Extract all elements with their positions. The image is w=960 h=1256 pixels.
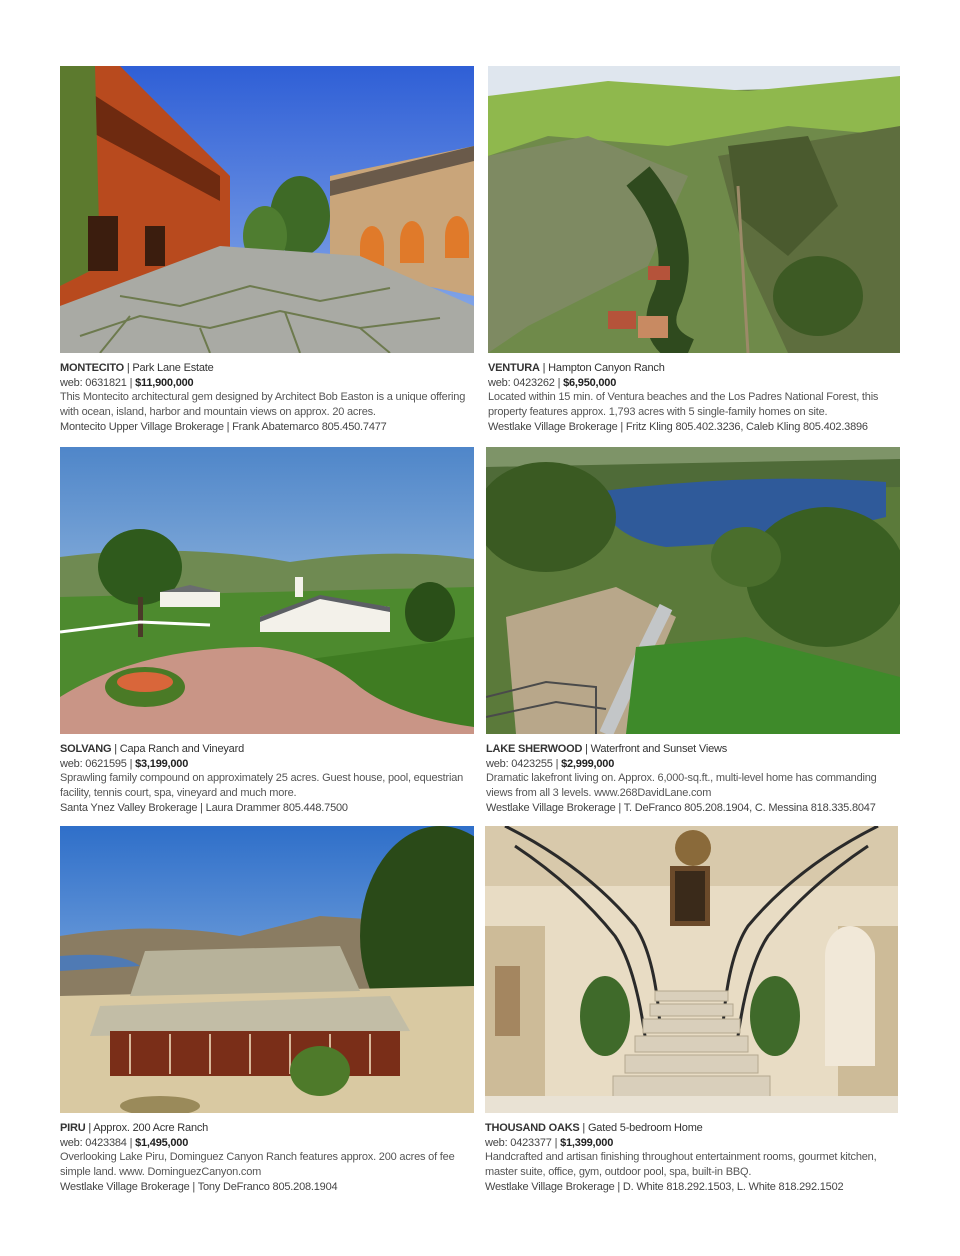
listing-description: Sprawling family compound on approximately 25 acres. Guest house, pool, equestrian facility, tennis court, spa, vineyard and much more. bbox=[60, 772, 464, 799]
listing-web-id: web: 0423377 bbox=[485, 1136, 552, 1149]
listing-city: LAKE SHERWOOD bbox=[486, 743, 583, 755]
lake-sherwood-photo[interactable] bbox=[486, 447, 900, 734]
listing-agent: Westlake Village Brokerage | T. DeFranco 805.208.1904, C. Messina 818.335.8047 bbox=[486, 802, 876, 814]
listing-name: Waterfront and Sunset Views bbox=[590, 743, 728, 755]
listing-name: Approx. 200 Acre Ranch bbox=[93, 1122, 209, 1134]
listing-description: Dramatic lakefront living on. Approx. 6,000-sq.ft., multi-level home has commanding views from all 3 levels. www.268DavidLane.com bbox=[486, 772, 877, 799]
montecito-estate-photo[interactable] bbox=[60, 66, 474, 353]
listing-agent: Westlake Village Brokerage | D. White 818.292.1503, L. White 818.292.1502 bbox=[485, 1181, 844, 1193]
listing-montecito: MONTECITO | Park Lane Estate web: 0631821 | $11,900,000 This Montecito architectural gem designed by Architect Bob Easton is a unique offering with ocean, island, harbor and mountain views on approx. 20 acres. Montecito Upper Village Brokerage | Frank Abatemarco 805.450.7477 bbox=[60, 66, 474, 435]
listing-solvang: SOLVANG | Capa Ranch and Vineyard web: 0621595 | $3,199,000 Sprawling family compound on approximately 25 acres. Guest house, pool, equestrian facility, tennis court, spa, vineyard and much more. Santa Ynez Valley Brokerage | Laura Drammer 805.448.7500 bbox=[60, 447, 474, 816]
listing-city: THOUSAND OAKS bbox=[485, 1122, 580, 1134]
listing-ventura: VENTURA | Hampton Canyon Ranch web: 0423262 | $6,950,000 Located within 15 min. of Ventura beaches and the Los Padres National Forest, this property features approx. 1,793 acres with 5 single-family homes on site. Westlake Village Brokerage | Fritz Kling 805.402.3236, Caleb Kling 805.402.3896 bbox=[488, 66, 900, 435]
listing-agent: Montecito Upper Village Brokerage | Frank Abatemarco 805.450.7477 bbox=[60, 421, 387, 433]
listing-web-id: web: 0621595 bbox=[60, 757, 127, 770]
listing-web-id: web: 0423255 bbox=[486, 757, 553, 770]
listing-price: $2,999,000 bbox=[561, 757, 615, 770]
listing-thousand-oaks: THOUSAND OAKS | Gated 5-bedroom Home web: 0423377 | $1,399,000 Handcrafted and artisan finishing throughout entertainment rooms, gourmet kitchen, master suite, office, gym, outdoor pool, spa, built-in BBQ. Westlake Village Brokerage | D. White 818.292.1503, L. White 818.292.1502 bbox=[485, 826, 898, 1195]
ventura-ranch-photo[interactable] bbox=[488, 66, 900, 353]
listing-price: $6,950,000 bbox=[563, 376, 617, 389]
listing-agent: Westlake Village Brokerage | Fritz Kling 805.402.3236, Caleb Kling 805.402.3896 bbox=[488, 421, 868, 433]
listing-description: Overlooking Lake Piru, Dominguez Canyon Ranch features approx. 200 acres of fee simple land. www. DominguezCanyon.com bbox=[60, 1151, 455, 1178]
piru-ranch-photo[interactable] bbox=[60, 826, 474, 1113]
listing-price: $1,399,000 bbox=[560, 1136, 614, 1149]
listing-lake-sherwood: LAKE SHERWOOD | Waterfront and Sunset Views web: 0423255 | $2,999,000 Dramatic lakefront living on. Approx. 6,000-sq.ft., multi-level home has commanding views from all 3 levels. www.268DavidLane.com Westlake Village Brokerage | T. DeFranco 805.208.1904, C. Messina 818.335.8047 bbox=[486, 447, 900, 816]
listing-description: Located within 15 min. of Ventura beaches and the Los Padres National Forest, this property features approx. 1,793 acres with 5 single-family homes on site. bbox=[488, 391, 879, 418]
listing-city: SOLVANG bbox=[60, 743, 112, 755]
listing-name: Hampton Canyon Ranch bbox=[548, 362, 665, 374]
listing-piru: PIRU | Approx. 200 Acre Ranch web: 0423384 | $1,495,000 Overlooking Lake Piru, Dominguez Canyon Ranch features approx. 200 acres of fee simple land. www. DominguezCanyon.com Westlake Village Brokerage | Tony DeFranco 805.208.1904 bbox=[60, 826, 474, 1195]
listing-price: $11,900,000 bbox=[135, 376, 194, 389]
listing-web-id: web: 0631821 bbox=[60, 376, 127, 389]
listing-agent: Westlake Village Brokerage | Tony DeFranco 805.208.1904 bbox=[60, 1181, 338, 1193]
listing-description: This Montecito architectural gem designed by Architect Bob Easton is a unique offering with ocean, island, harbor and mountain views on approx. 20 acres. bbox=[60, 391, 466, 418]
listing-city: VENTURA bbox=[488, 362, 540, 374]
solvang-ranch-photo[interactable] bbox=[60, 447, 474, 734]
listing-city: PIRU bbox=[60, 1122, 86, 1134]
listing-description: Handcrafted and artisan finishing throughout entertainment rooms, gourmet kitchen, master suite, office, gym, outdoor pool, spa, built-in BBQ. bbox=[485, 1151, 877, 1178]
listing-name: Gated 5-bedroom Home bbox=[587, 1122, 703, 1134]
thousand-oaks-interior-photo[interactable] bbox=[485, 826, 898, 1113]
listing-city: MONTECITO bbox=[60, 362, 124, 374]
listing-price: $3,199,000 bbox=[135, 757, 189, 770]
listing-web-id: web: 0423384 bbox=[60, 1136, 127, 1149]
listing-price: $1,495,000 bbox=[135, 1136, 189, 1149]
listing-web-id: web: 0423262 bbox=[488, 376, 555, 389]
listing-name: Park Lane Estate bbox=[132, 362, 214, 374]
listing-agent: Santa Ynez Valley Brokerage | Laura Drammer 805.448.7500 bbox=[60, 802, 348, 814]
listing-name: Capa Ranch and Vineyard bbox=[119, 743, 244, 755]
